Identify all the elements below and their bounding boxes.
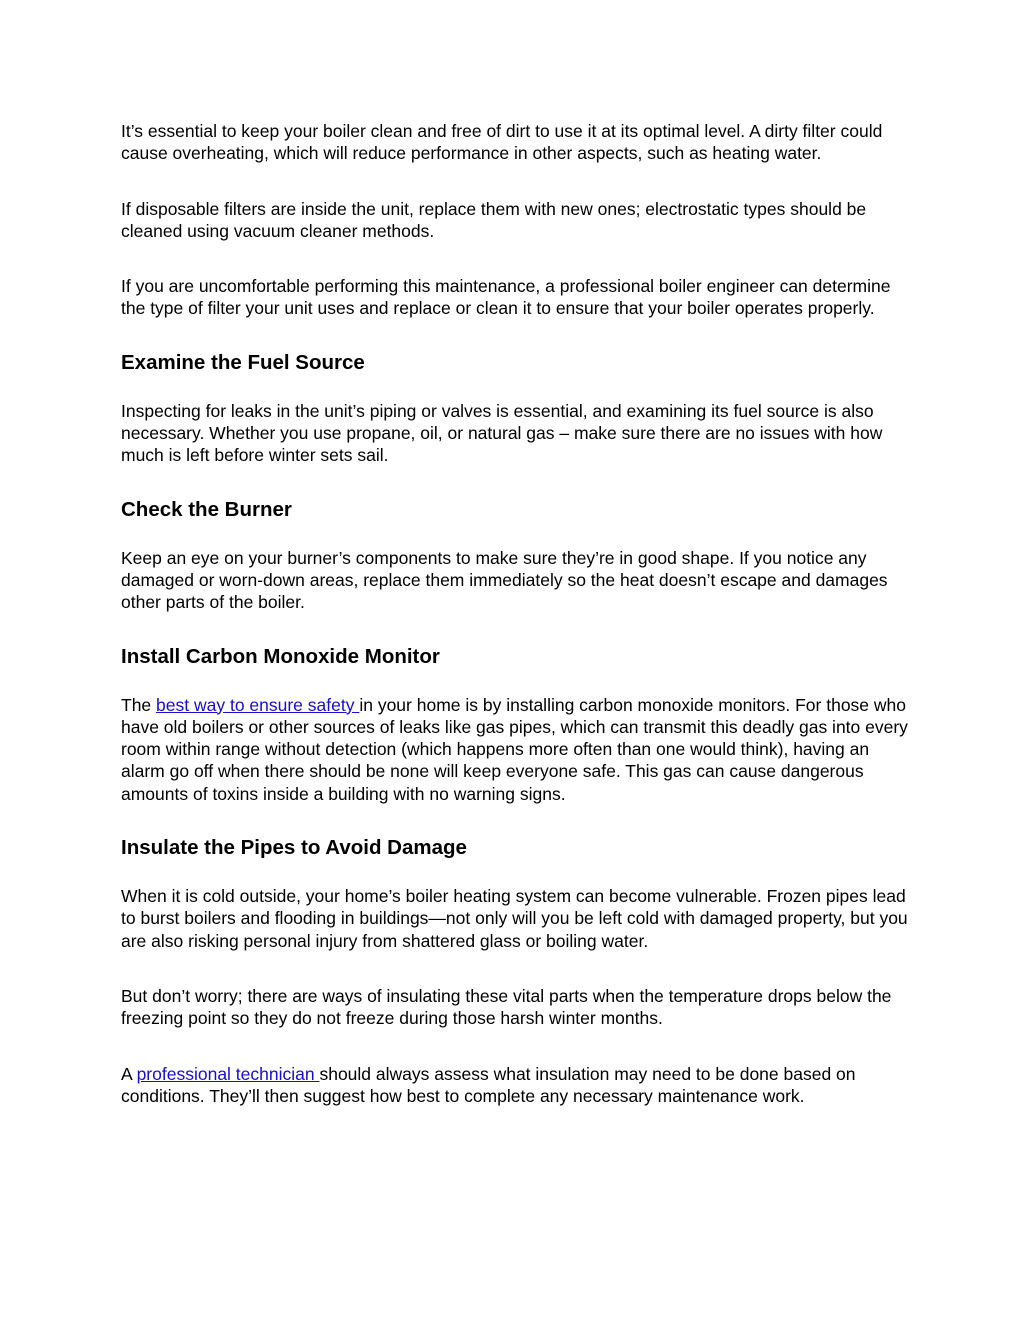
document-page (121, 120, 911, 1107)
paragraph-boiler-clean: It’s essential to keep your boiler clean and free of dirt to use it at its optimal level. A dirty filter could cause overheating, which will reduce performance in other aspects, such as heating water. (121, 121, 883, 164)
pipes-text-before-link: A (121, 1063, 137, 1084)
link-best-way-safety[interactable]: best way to ensure safety (156, 694, 360, 715)
co-text-after-link: in your home is by installing carbon monoxide monitors. For those who have old boilers or other sources of leaks like gas pipes, which can transmit this deadly gas into every room within range without detection (which happens more often than one would think), having an alarm go off when there should be none will keep everyone safe. This gas can cause dangerous amounts of toxins inside a building with no warning signs. (121, 694, 908, 804)
paragraph-check-burner: Keep an eye on your burner’s components to make sure they’re in good shape. If you notice any damaged or worn-down areas, replace them immediately so the heat doesn’t escape and damages other parts of the boiler. (121, 547, 888, 613)
paragraph-carbon-monoxide (121, 694, 911, 805)
paragraph-fuel-source: Inspecting for leaks in the unit’s piping or valves is essential, and examining its fuel source is also necessary. Whether you use propane, oil, or natural gas – make sure there are no issues with how much is left before winter sets sail. (121, 400, 883, 466)
heading-carbon-monoxide: Install Carbon Monoxide Monitor (121, 644, 440, 668)
paragraph-disposable-filters: If disposable filters are inside the unit, replace them with new ones; electrostatic types should be cleaned using vacuum cleaner methods. (121, 198, 867, 241)
paragraph-frozen-pipes: When it is cold outside, your home’s boiler heating system can become vulnerable. Frozen pipes lead to burst boilers and flooding in buildings—not only will you be left cold with damaged property, but you are also risking personal injury from shattered glass or boiling water. (121, 886, 908, 951)
heading-insulate-pipes: Insulate the Pipes to Avoid Damage (121, 836, 467, 860)
paragraph-insulating-parts: But don’t worry; there are ways of insulating these vital parts when the temperature drops below the freezing point so they do not freeze during those harsh winter months. (121, 985, 892, 1029)
heading-fuel-source: Examine the Fuel Source (121, 350, 365, 374)
pipes-text-after-link: should always assess what insulation may need to be done based on conditions. They’ll then suggest how best to complete any necessary maintenance work. (121, 1063, 856, 1106)
link-professional-technician[interactable]: professional technician (136, 1063, 320, 1084)
paragraph-professional-technician (121, 1063, 911, 1108)
paragraph-professional-engineer: If you are uncomfortable performing this maintenance, a professional boiler engineer can determine the type of filter your unit uses and replace or clean it to ensure that your boiler operates properly. (121, 276, 891, 319)
heading-check-burner: Check the Burner (121, 497, 292, 521)
co-text-before-link: The (121, 694, 157, 715)
